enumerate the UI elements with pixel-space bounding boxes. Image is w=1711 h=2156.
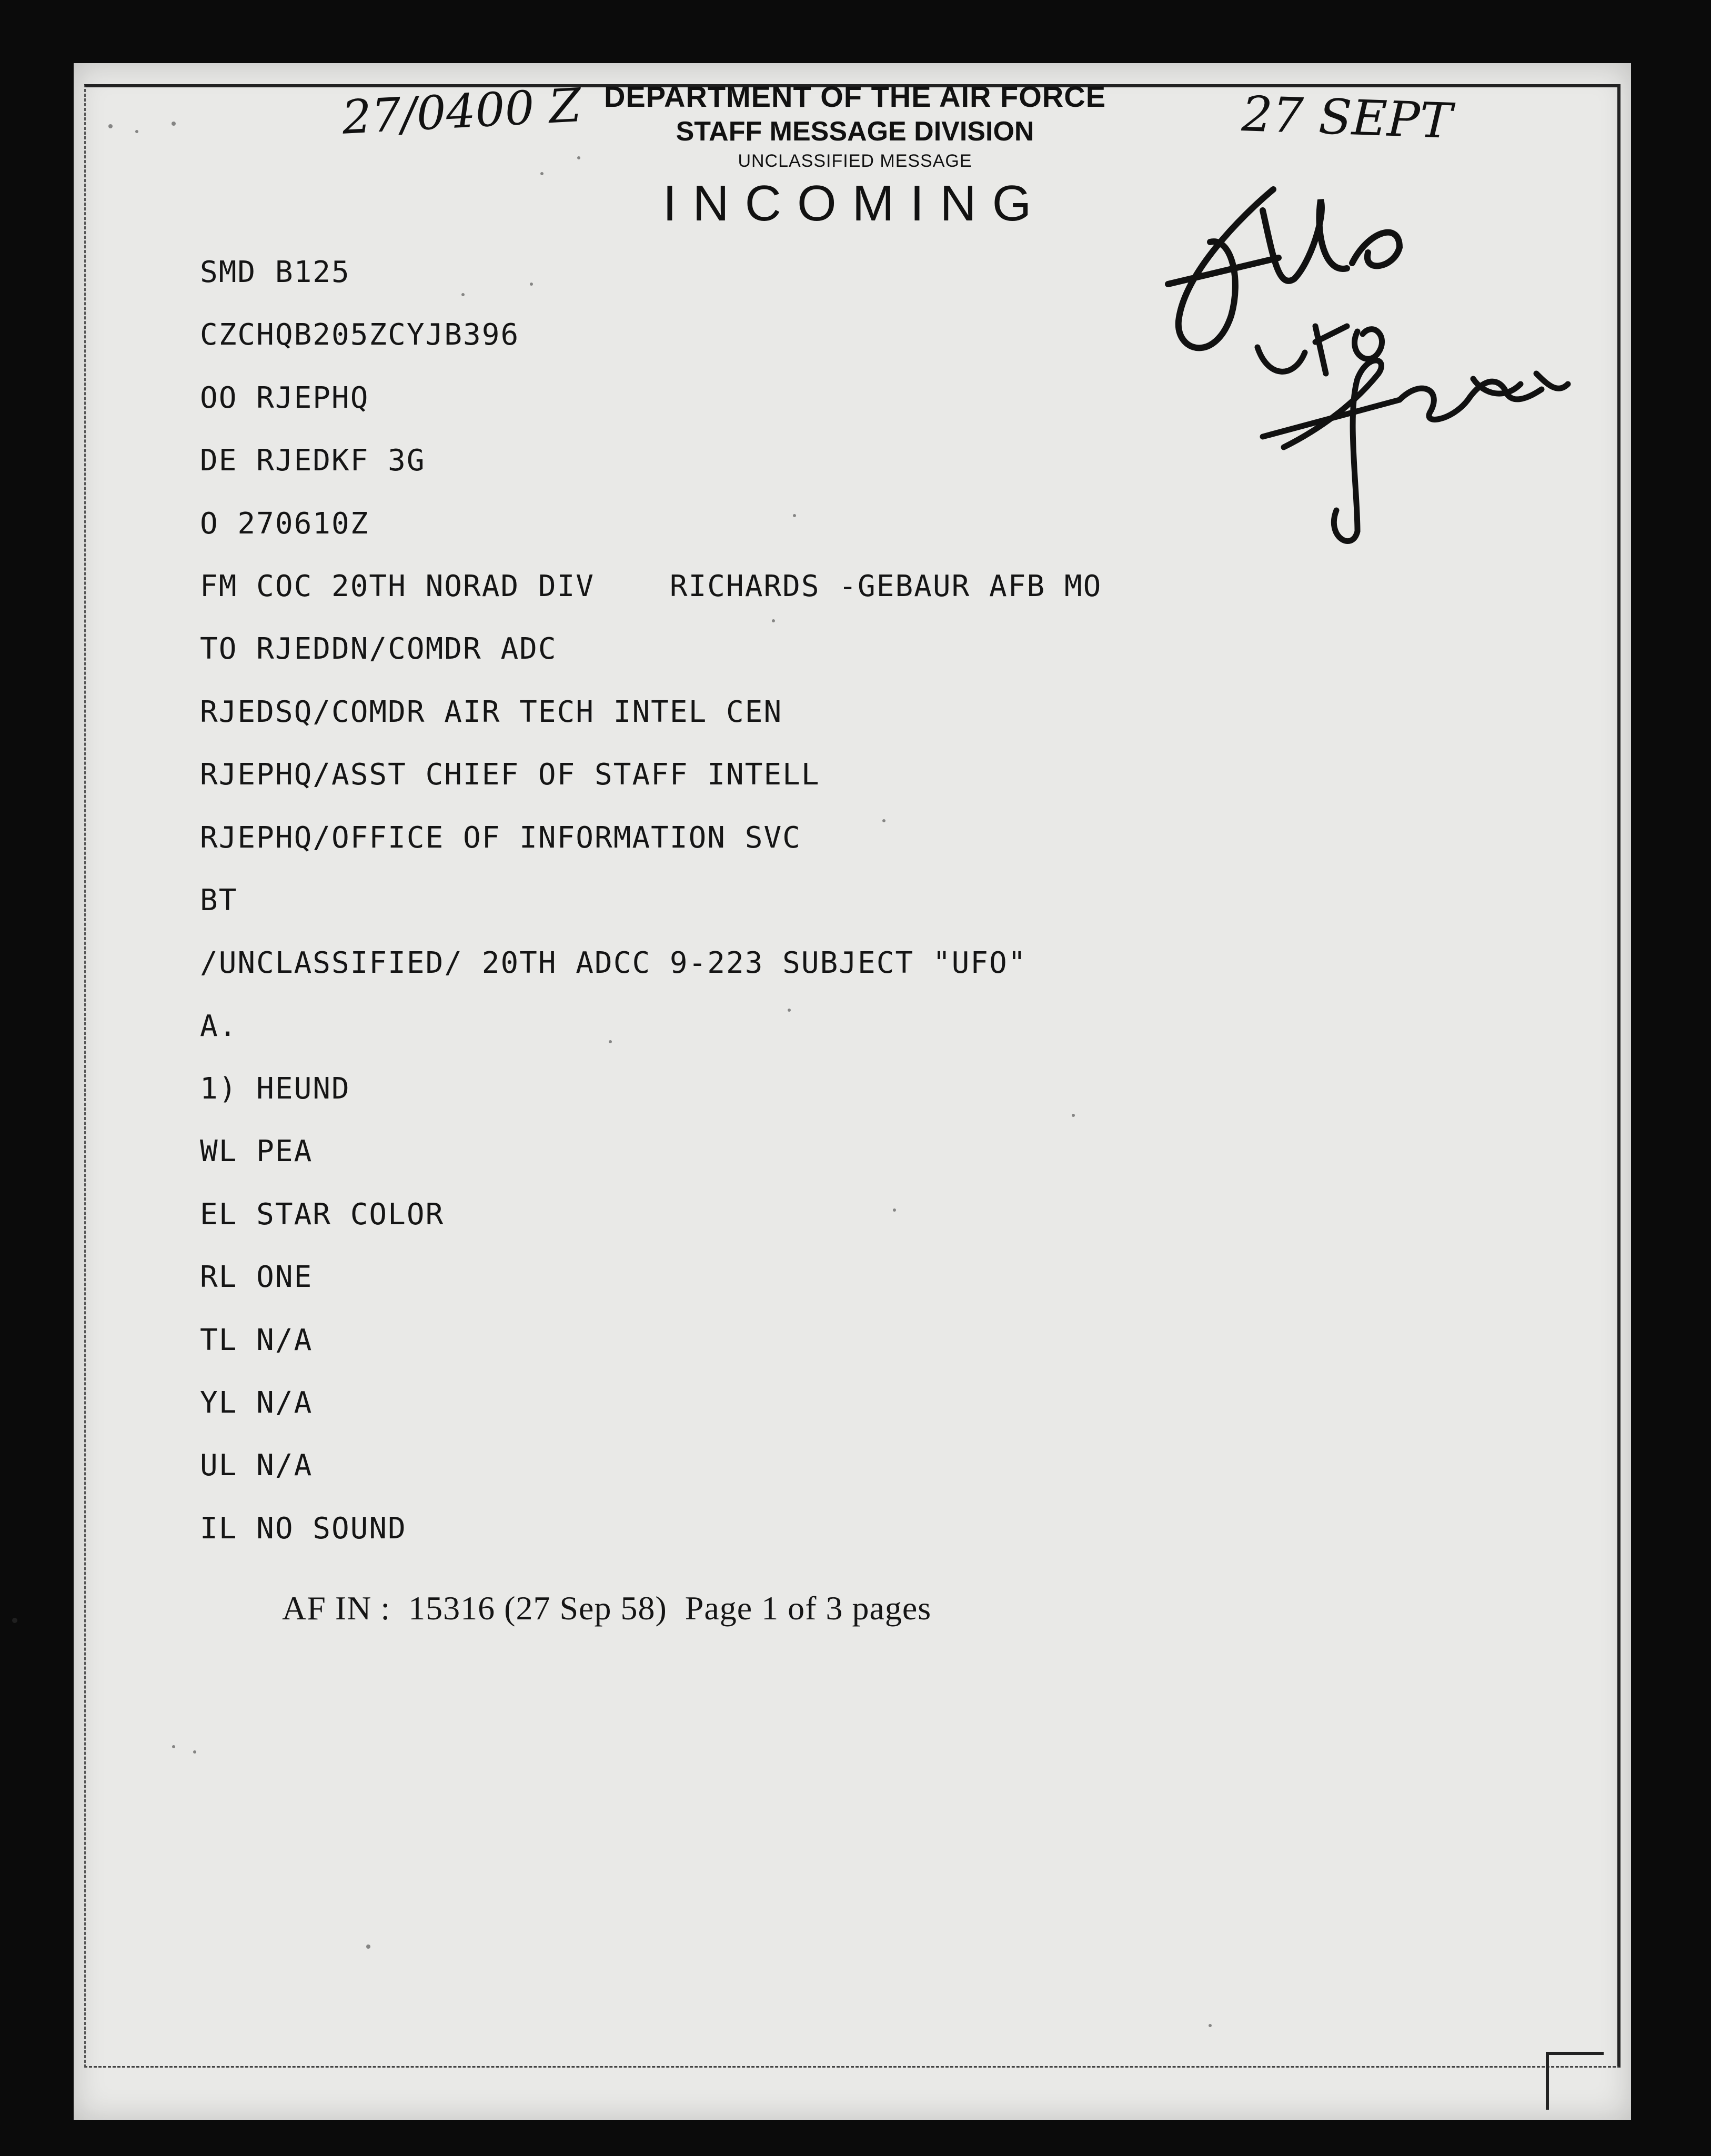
handwritten-dtg: 27/0400 Z [340,78,583,145]
message-line: SMD B125 [200,255,350,289]
message-line: EL STAR COLOR [200,1197,445,1232]
message-line: RL ONE [200,1260,313,1295]
message-line: A. [200,1009,238,1043]
message-line: RJEDSQ/COMDR AIR TECH INTEL CEN [200,694,783,729]
message-line: WL PEA [200,1134,313,1169]
message-line: BT [200,883,238,918]
message-line: FM COC 20TH NORAD DIV RICHARDS -GEBAUR AFB MO [200,569,1102,603]
message-line: 1) HEUND [200,1072,350,1106]
message-line: RJEPHQ/ASST CHIEF OF STAFF INTELL [200,758,820,792]
message-line: CZCHQB205ZCYJB396 [200,318,520,352]
message-line: TL N/A [200,1323,313,1357]
message-line: YL N/A [200,1386,313,1420]
message-line: OO RJEPHQ [200,380,369,415]
message-line: /UNCLASSIFIED/ 20TH ADCC 9-223 SUBJECT "UFO" [200,946,1027,981]
handwritten-date: 27 SEPT [1241,86,1453,149]
message-line: RJEPHQ/OFFICE OF INFORMATION SVC [200,820,801,855]
message-line: DE RJEDKF 3G [200,444,426,478]
department-title: DEPARTMENT OF THE AIR FORCE [603,80,1106,113]
message-line: UL N/A [200,1448,313,1483]
message-line: O 270610Z [200,506,369,541]
division-title: STAFF MESSAGE DIVISION [676,116,1034,147]
af-in-footer: AF IN : 15316 (27 Sep 58) Page 1 of 3 pages [282,1589,932,1627]
message-line: TO RJEDDN/COMDR ADC [200,632,557,667]
classification-line: UNCLASSIFIED MESSAGE [738,151,972,171]
message-line: IL NO SOUND [200,1511,407,1546]
incoming-title: INCOMING [662,175,1048,231]
